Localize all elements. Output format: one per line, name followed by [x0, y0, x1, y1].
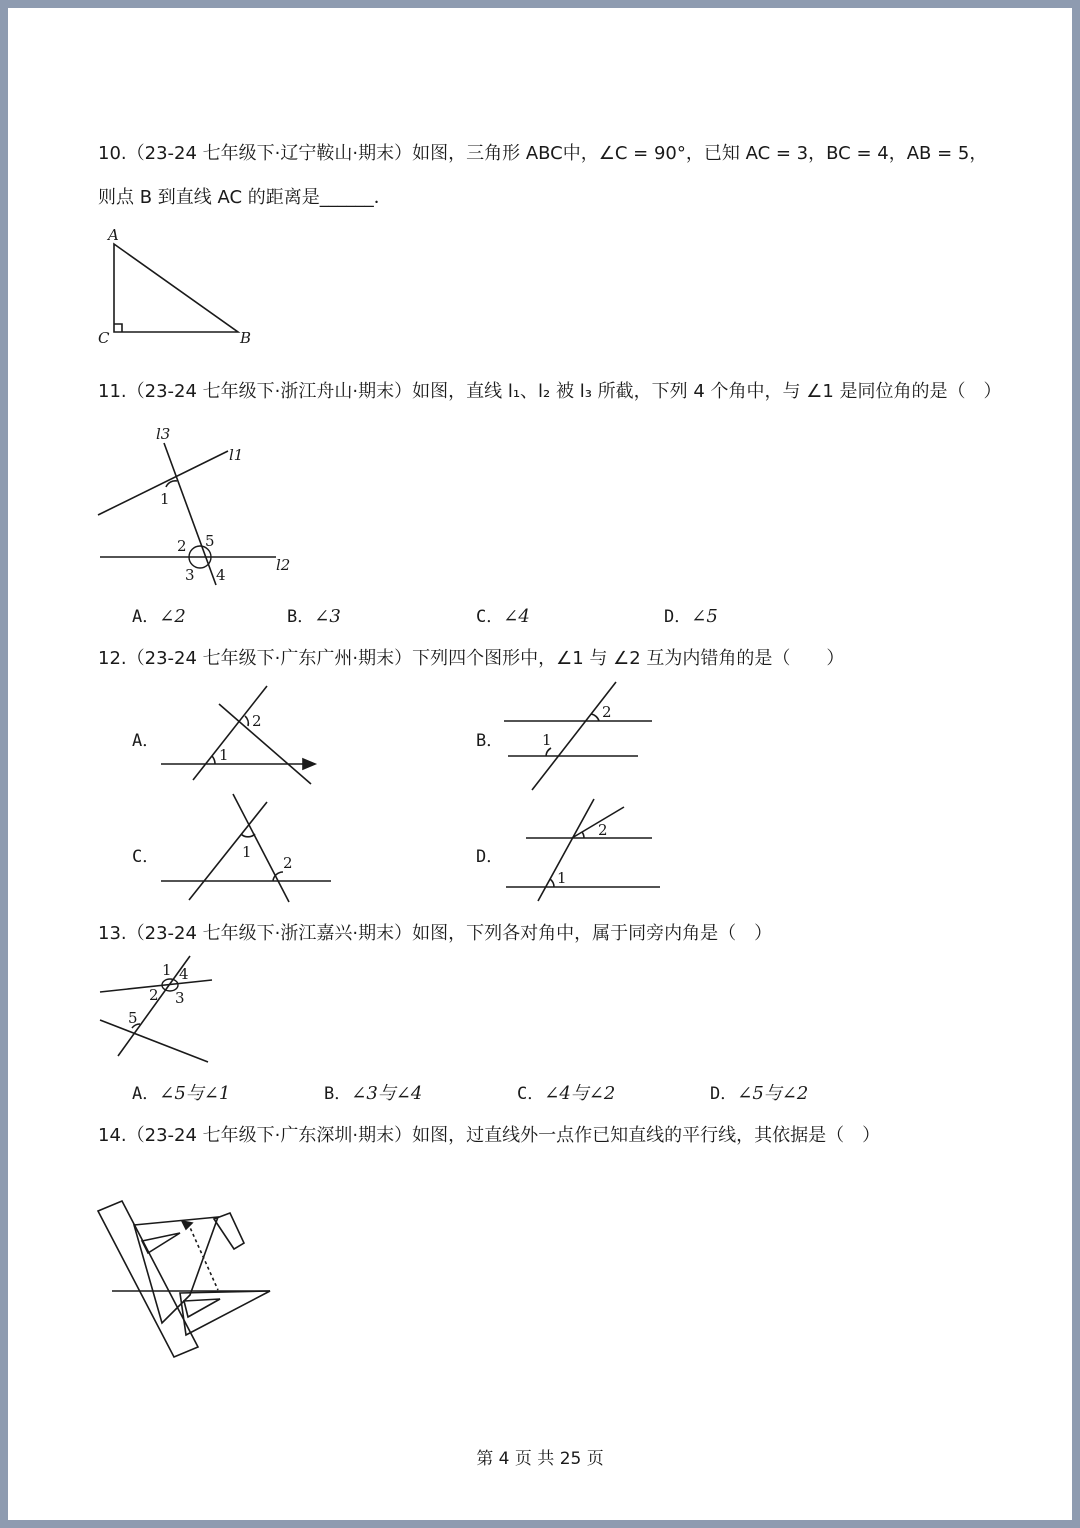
angle-label-1: 1 — [160, 490, 170, 508]
arrow-point-icon — [182, 1221, 192, 1229]
angle-label-3: 3 — [185, 566, 195, 584]
angle-label-5: 5 — [128, 1009, 138, 1027]
angle-label-2: 2 — [598, 821, 608, 839]
angle-2-arc — [582, 832, 584, 838]
label-C: C — [98, 329, 110, 347]
q11-figure — [90, 415, 310, 595]
angle-label-3: 3 — [175, 989, 185, 1007]
angle-label-1: 1 — [542, 731, 552, 749]
right-angle-mark — [114, 324, 122, 332]
angle-1-arc — [550, 879, 554, 887]
q12-option-c[interactable]: C． — [132, 847, 160, 867]
q13-option-d[interactable]: D．∠5与∠2 — [710, 1083, 809, 1104]
transversal-1 — [193, 686, 267, 780]
line-lower — [100, 1020, 208, 1062]
transversal-1 — [189, 802, 267, 900]
angle-1-arc — [241, 834, 255, 837]
q14-ruler-triangle-figure — [90, 1195, 280, 1365]
q13-figure — [90, 950, 230, 1070]
label-l1: l1 — [229, 446, 244, 464]
q13-option-a[interactable]: A．∠5与∠1 — [132, 1083, 231, 1104]
q12-figure-d — [500, 795, 665, 910]
q14-text: 14.（23-24 七年级下·广东深圳·期末）如图，过直线外一点作已知直线的平行线，其依据是（ ） — [98, 1125, 881, 1146]
q12-option-d[interactable]: D． — [476, 847, 504, 867]
q13-text: 13.（23-24 七年级下·浙江嘉兴·期末）如图，下列各对角中，属于同旁内角是（ ） — [98, 923, 773, 944]
q13-option-b[interactable]: B．∠3与∠4 — [324, 1083, 423, 1104]
angle-1-arc — [166, 481, 177, 487]
transversal-2 — [219, 704, 311, 784]
angle-2-arc — [591, 714, 599, 721]
angle-label-1: 1 — [242, 843, 252, 861]
triangle-abc — [114, 244, 238, 332]
q12-option-a[interactable]: A． — [132, 731, 160, 751]
angle-label-2: 2 — [252, 712, 262, 730]
label-l2: l2 — [276, 556, 291, 574]
angle-label-2: 2 — [177, 537, 187, 555]
q12-option-b[interactable]: B． — [476, 731, 504, 751]
angle-label-1: 1 — [557, 869, 567, 887]
label-l3: l3 — [156, 425, 171, 443]
angle-label-2: 2 — [149, 986, 159, 1004]
label-B: B — [240, 329, 252, 347]
q11-option-d[interactable]: D．∠5 — [664, 606, 718, 627]
q12-figure-a — [155, 680, 330, 790]
pencil-icon — [214, 1213, 244, 1249]
angle-label-5: 5 — [205, 532, 215, 550]
q11-option-b[interactable]: B．∠3 — [287, 606, 341, 627]
q11-option-c[interactable]: C．∠4 — [476, 606, 530, 627]
angle-1-arc — [212, 756, 215, 764]
q11-text: 11.（23-24 七年级下·浙江舟山·期末）如图，直线 l₁、l₂ 被 l₃ 所截，下列 4 个角中，与 ∠1 是同位角的是（ ） — [98, 381, 1002, 402]
angle-label-4: 4 — [179, 965, 189, 983]
angle-label-2: 2 — [283, 854, 293, 872]
angle-label-1: 1 — [162, 961, 172, 979]
dashed-trace-line — [188, 1223, 218, 1290]
q12-figure-c — [155, 790, 335, 905]
q13-option-c[interactable]: C．∠4与∠2 — [517, 1083, 616, 1104]
set-square-lower-hole — [184, 1299, 220, 1317]
q11-option-a[interactable]: A．∠2 — [132, 606, 186, 627]
label-A: A — [108, 226, 119, 244]
page-number-footer: 第 4 页 共 25 页 — [476, 1449, 604, 1469]
angle-label-1: 1 — [219, 746, 229, 764]
arrow-head — [303, 759, 315, 769]
q10-text-line1: 10.（23-24 七年级下·辽宁鞍山·期末）如图，三角形 ABC中，∠C = 90°，已知 AC = 3，BC = 4，AB = 5， — [98, 143, 988, 164]
angle-label-2: 2 — [602, 703, 612, 721]
q10-text-line2: 则点 B 到直线 AC 的距离是______． — [98, 187, 392, 208]
q10-triangle-figure — [90, 222, 270, 352]
q12-text: 12.（23-24 七年级下·广东广州·期末）下列四个图形中，∠1 与 ∠2 互为内错角的是（ ） — [98, 648, 845, 669]
angle-2-arc — [245, 716, 248, 726]
q12-figure-b — [500, 678, 660, 793]
angle-label-4: 4 — [216, 566, 226, 584]
angle-1-arc — [546, 748, 551, 756]
